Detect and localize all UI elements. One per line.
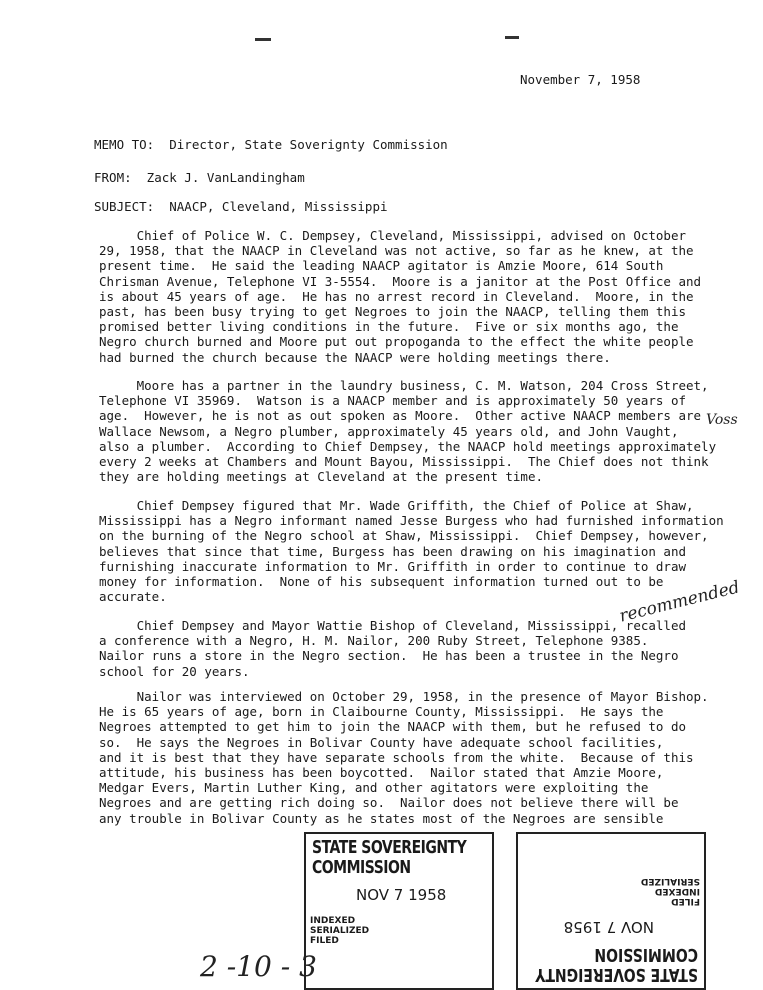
- handwritten-margin-name: Voss: [706, 412, 738, 428]
- text-line: Mississippi has a Negro informant named Jesse Burgess who had furnished information: [99, 513, 724, 529]
- text-line: Chief Dempsey figured that Mr. Wade Griffith, the Chief of Police at Shaw,: [99, 498, 694, 513]
- stamp-date: NOV 7 1958: [356, 886, 447, 904]
- text-line: so. He says the Negroes in Bolivar County have adequate school facilities,: [99, 734, 664, 750]
- stamp-label-serialized: SERIALIZED: [310, 926, 370, 936]
- text-line: had burned the church because the NAACP were holding meetings there.: [99, 349, 611, 365]
- stamp-label-filed: FILED: [671, 896, 700, 906]
- text-line: they are holding meetings at Cleveland at the present time.: [99, 469, 544, 485]
- stamp-title: STATE SOVEREIGNTY COMMISSION: [312, 838, 467, 878]
- text-line: Chief Dempsey and Mayor Wattie Bishop of Cleveland, Mississippi, recalled: [99, 618, 686, 633]
- stamp-title: STATE SOVEREIGNTY COMMISSION: [535, 944, 698, 984]
- text-line: Wallace Newsom, a Negro plumber, approximately 45 years old, and John Vaught,: [99, 423, 679, 439]
- text-line: believes that since that time, Burgess has been drawing on his imagination and: [99, 543, 686, 559]
- text-line: promised better living conditions in the future. Five or six months ago, the: [99, 319, 679, 335]
- text-line: school for 20 years.: [99, 663, 250, 679]
- stamp-label-indexed: INDEXED: [654, 886, 700, 896]
- text-line: is about 45 years of age. He has no arrest record in Cleveland. Moore, in the: [99, 288, 694, 304]
- text-line: Moore has a partner in the laundry business, C. M. Watson, 204 Cross Street,: [99, 378, 709, 393]
- received-stamp: [304, 832, 494, 990]
- text-line: Negroes and are getting rich doing so. Nailor does not believe there will be: [99, 795, 679, 811]
- text-line: Chrisman Avenue, Telephone VI 3-5554. Moore is a janitor at the Post Office and: [99, 273, 702, 289]
- text-line: age. However, he is not as out spoken as Moore. Other active NAACP members are: [99, 408, 702, 424]
- paragraph-3: [99, 498, 724, 605]
- memo-subject: SUBJECT: NAACP, Cleveland, Mississippi: [94, 199, 388, 214]
- memo-to: MEMO TO: Director, State Soverignty Commission: [94, 137, 448, 152]
- text-line: Chief of Police W. C. Dempsey, Cleveland, Mississippi, advised on October: [99, 228, 686, 243]
- text-line: present time. He said the leading NAACP agitator is Amzie Moore, 614 South: [99, 258, 664, 274]
- text-line: He is 65 years of age, born in Claibourne County, Mississippi. He says the: [99, 704, 664, 720]
- handwritten-page-number: 2 -10 - 3: [200, 950, 317, 983]
- filed-stamp-inverted: [516, 832, 706, 990]
- stamp-label-filed: FILED: [310, 936, 339, 946]
- text-line: 29, 1958, that the NAACP in Cleveland was not active, so far as he knew, at the: [99, 243, 694, 259]
- paragraph-1: [99, 228, 702, 365]
- stamp-label-serialized: SERIALIZED: [640, 876, 700, 886]
- text-line: any trouble in Bolivar County as he states most of the Negroes are sensible: [99, 810, 664, 826]
- stamp-date: NOV 7 1958: [563, 918, 654, 936]
- text-line: accurate.: [99, 589, 167, 605]
- text-line: also a plumber. According to Chief Dempsey, the NAACP hold meetings approximately: [99, 438, 717, 454]
- stamp-labels: [310, 916, 369, 946]
- text-line: Telephone VI 35969. Watson is a NAACP member and is approximately 50 years of: [99, 393, 686, 409]
- paragraph-5: [99, 689, 709, 826]
- text-line: Nailor runs a store in the Negro section. He has been a trustee in the Negro: [99, 648, 679, 664]
- scan-speck: [505, 36, 519, 39]
- paragraph-2: [99, 378, 717, 485]
- text-line: Nailor was interviewed on October 29, 1958, in the presence of Mayor Bishop.: [99, 689, 709, 704]
- text-line: and it is best that they have separate schools from the white. Because of this: [99, 749, 694, 765]
- text-line: Negroes attempted to get him to join the NAACP with them, but he refused to do: [99, 719, 686, 735]
- memo-from: FROM: Zack J. VanLandingham: [94, 170, 305, 185]
- stamp-labels: [641, 876, 700, 906]
- text-line: attitude, his business has been boycotted. Nailor stated that Amzie Moore,: [99, 765, 664, 781]
- memo-date: November 7, 1958: [520, 72, 641, 87]
- paragraph-4: [99, 618, 699, 679]
- text-line: money for information. None of his subsequent information turned out to be: [99, 574, 664, 590]
- text-line: a conference with a Negro, H. M. Nailor, 200 Ruby Street, Telephone 9385.: [99, 633, 649, 649]
- stamp-label-indexed: INDEXED: [310, 916, 356, 926]
- text-line: Medgar Evers, Martin Luther King, and other agitators were exploiting the: [99, 780, 649, 796]
- text-line: past, has been busy trying to get Negroes to join the NAACP, telling them this: [99, 304, 686, 320]
- handwritten-margin-note: recommended: [617, 577, 742, 627]
- text-line: every 2 weeks at Chambers and Mount Bayou, Mississippi. The Chief does not think: [99, 454, 709, 470]
- text-line: on the burning of the Negro school at Shaw, Mississippi. Chief Dempsey, however,: [99, 528, 709, 544]
- scan-speck: [255, 38, 271, 41]
- text-line: Negro church burned and Moore put out propoganda to the effect the white people: [99, 334, 694, 350]
- text-line: furnishing inaccurate information to Mr. Griffith in order to continue to draw: [99, 558, 686, 574]
